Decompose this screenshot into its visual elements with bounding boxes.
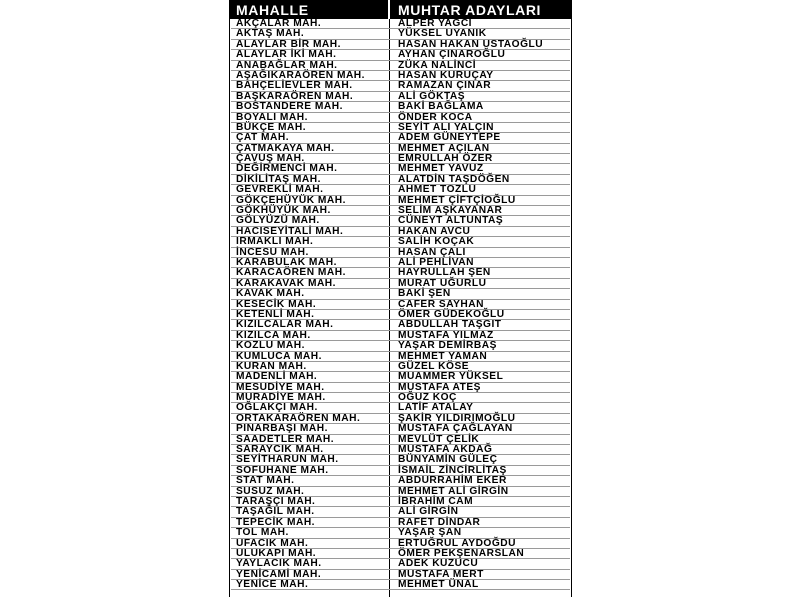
table-row <box>229 341 572 351</box>
mahalle-cell: YENİCAMİ MAH. <box>236 568 322 580</box>
aday-cell: ERTUĞRUL AYDOĞDU <box>398 537 516 549</box>
mahalle-cell: DİKİLİTAŞ MAH. <box>236 173 321 185</box>
candidate-table <box>229 0 572 597</box>
aday-cell: MEHMET YAVUZ <box>398 163 484 175</box>
aday-cell: HAYRULLAH ŞEN <box>398 267 491 279</box>
aday-cell: AHMET TOZLU <box>398 184 477 196</box>
aday-cell: RAMAZAN ÇINAR <box>398 80 492 92</box>
mahalle-cell: IRMAKLI MAH. <box>236 236 314 248</box>
aday-cell: SALİH KOÇAK <box>398 236 475 248</box>
table-body <box>229 19 572 590</box>
mahalle-cell: OĞLAKÇI MAH. <box>236 402 318 414</box>
mahalle-cell: SAADETLER MAH. <box>236 433 335 445</box>
mahalle-cell: KETENLİ MAH. <box>236 308 315 320</box>
mahalle-cell: KAVAK MAH. <box>236 288 305 300</box>
mahalle-cell: GÖKÇEHÜYÜK MAH. <box>236 194 346 206</box>
mahalle-cell: KARABULAK MAH. <box>236 256 337 268</box>
mahalle-cell: SEYİTHARUN MAH. <box>236 454 339 466</box>
mahalle-cell: HACISEYİTALİ MAH. <box>236 225 344 237</box>
aday-cell: HAKAN AVCU <box>398 225 471 237</box>
mahalle-cell: BÜKÇE MAH. <box>236 121 307 133</box>
aday-cell: BAKİ BAĞLAMA <box>398 101 484 113</box>
mahalle-cell: YENİCE MAH. <box>236 579 309 591</box>
aday-cell: ÖMER GÜDEKOĞLU <box>398 308 505 320</box>
header-mahalle: MAHALLE <box>236 2 309 18</box>
mahalle-cell: ANABAĞLAR MAH. <box>236 59 338 71</box>
aday-cell: ALİ GÖKTAŞ <box>398 90 466 102</box>
aday-cell: MEHMET YAMAN <box>398 350 488 362</box>
mahalle-cell: KIZILCALAR MAH. <box>236 319 334 331</box>
aday-cell: RAFET DİNDAR <box>398 516 481 528</box>
aday-cell: EMRULLAH ÖZER <box>398 153 493 165</box>
aday-cell: ALİ PEHLİVAN <box>398 256 474 268</box>
mahalle-cell: KURAN MAH. <box>236 360 307 372</box>
aday-cell: MEHMET ÜNAL <box>398 579 479 591</box>
mahalle-cell: TEPECİK MAH. <box>236 516 316 528</box>
mahalle-cell: AŞAĞIKARAÖREN MAH. <box>236 69 365 81</box>
aday-cell: MUSTAFA YILMAZ <box>398 329 494 341</box>
mahalle-cell: KESECİK MAH. <box>236 298 317 310</box>
mahalle-cell: SOFUHANE MAH. <box>236 464 329 476</box>
mahalle-cell: MESUDİYE MAH. <box>236 381 325 393</box>
table-row <box>229 289 572 299</box>
aday-cell: GÜZEL KÖSE <box>398 360 470 372</box>
aday-cell: ÖNDER KOCA <box>398 111 473 123</box>
table-row <box>229 50 572 60</box>
mahalle-cell: KUMLUCA MAH. <box>236 350 322 362</box>
mahalle-cell: AKÇALAR MAH. <box>236 18 322 29</box>
mahalle-cell: GÖLYÜZÜ MAH. <box>236 215 320 227</box>
table-header-row <box>229 0 572 19</box>
aday-cell: MUSTAFA MERT <box>398 568 484 580</box>
aday-cell: ALPER YAĞCI <box>398 18 473 29</box>
mahalle-cell: STAT MAH. <box>236 475 295 487</box>
mahalle-cell: SARAYCIK MAH. <box>236 444 324 456</box>
aday-cell: ÖMER PEKŞENARSLAN <box>398 547 525 559</box>
aday-cell: LATİF ATALAY <box>398 402 474 414</box>
mahalle-cell: İNCESU MAH. <box>236 246 309 258</box>
mahalle-cell: BAHÇELİEVLER MAH. <box>236 80 353 92</box>
aday-cell: ABDURRAHİM EKER <box>398 475 507 487</box>
aday-cell: İBRAHİM CAM <box>398 495 474 507</box>
mahalle-cell: MADENLİ MAH. <box>236 371 318 383</box>
mahalle-cell: KIZILCA MAH. <box>236 329 311 341</box>
table-row <box>229 528 572 538</box>
aday-cell: İSMAİL ZİNCİRLİTAŞ <box>398 464 507 476</box>
header-divider <box>388 0 390 19</box>
mahalle-cell: ULUKAPI MAH. <box>236 547 317 559</box>
aday-cell: MUSTAFA ÇAĞLAYAN <box>398 423 513 435</box>
mahalle-cell: GEVREKLİ MAH. <box>236 184 324 196</box>
mahalle-cell: TAŞAĞIL MAH. <box>236 506 315 518</box>
mahalle-cell: BAŞKARAÖREN MAH. <box>236 90 354 102</box>
mahalle-cell: TARAŞÇI MAH. <box>236 495 316 507</box>
aday-cell: MEHMET ÇİFTÇİOĞLU <box>398 194 516 206</box>
aday-cell: HASAN HAKAN USTAOĞLU <box>398 38 544 50</box>
mahalle-cell: GÖKHÜYÜK MAH. <box>236 205 331 217</box>
aday-cell: MUAMMER YÜKSEL <box>398 371 504 383</box>
aday-cell: OĞUZ KOÇ <box>398 392 457 404</box>
table-row <box>229 580 572 590</box>
mahalle-cell: ALAYLAR BİR MAH. <box>236 38 341 50</box>
aday-cell: SEYİT ALI YALÇIN <box>398 121 494 133</box>
aday-cell: BAKİ ŞEN <box>398 288 451 300</box>
mahalle-cell: ORTAKARAÖREN MAH. <box>236 412 361 424</box>
mahalle-cell: AKTAŞ MAH. <box>236 28 305 40</box>
mahalle-cell: TOL MAH. <box>236 527 289 539</box>
aday-cell: ABDULLAH TAŞGIT <box>398 319 502 331</box>
aday-cell: MUSTAFA ATEŞ <box>398 381 481 393</box>
aday-cell: HASAN ÇALI <box>398 246 466 258</box>
aday-cell: HASAN KURUÇAY <box>398 69 494 81</box>
aday-cell: YÜKSEL UYANIK <box>398 28 487 40</box>
aday-cell: ADEK KUZUCU <box>398 558 479 570</box>
mahalle-cell: PINARBAŞI MAH. <box>236 423 328 435</box>
header-muhtar-adaylari: MUHTAR ADAYLARI <box>398 2 542 18</box>
mahalle-cell: ÇAT MAH. <box>236 132 290 144</box>
aday-cell: CAFER SAYHAN <box>398 298 485 310</box>
table-row <box>229 102 572 112</box>
mahalle-cell: UFACIK MAH. <box>236 537 309 549</box>
mahalle-cell: BOYALI MAH. <box>236 111 308 123</box>
aday-cell: ŞAKİR YILDIRIMOĞLU <box>398 412 516 424</box>
aday-cell: SELİM AŞKAYANAR <box>398 205 503 217</box>
aday-cell: BÜNYAMİN GÜLEÇ <box>398 454 498 466</box>
aday-cell: MEHMET AÇILAN <box>398 142 490 154</box>
mahalle-cell: ÇAVUŞ MAH. <box>236 153 305 165</box>
aday-cell: ALATDİN TAŞDÖĞEN <box>398 173 510 185</box>
aday-cell: AYHAN ÇINAROĞLU <box>398 49 506 61</box>
mahalle-cell: DEĞİRMENCİ MAH. <box>236 163 338 175</box>
aday-cell: CÜNEYT ALTUNTAŞ <box>398 215 504 227</box>
mahalle-cell: BOSTANDERE MAH. <box>236 101 343 113</box>
mahalle-cell: YAYLACIK MAH. <box>236 558 322 570</box>
aday-cell: YAŞAR ŞAN <box>398 527 462 539</box>
aday-cell: ADEM GÜNEYTEPE <box>398 132 501 144</box>
mahalle-cell: ALAYLAR İKİ MAH. <box>236 49 337 61</box>
mahalle-cell: KOZLU MAH. <box>236 340 305 352</box>
mahalle-cell: ÇATMAKAYA MAH. <box>236 142 335 154</box>
aday-cell: MEHMET ALİ GİRGİN <box>398 485 509 497</box>
mahalle-cell: KARAKAVAK MAH. <box>236 277 336 289</box>
aday-cell: ALİ GİRGİN <box>398 506 459 518</box>
aday-cell: MUSTAFA AKDAĞ <box>398 444 493 456</box>
aday-cell: MURAT UĞURLU <box>398 277 487 289</box>
aday-cell: YAŞAR DEMİRBAŞ <box>398 340 497 352</box>
aday-cell: MEVLÜT ÇELİK <box>398 433 480 445</box>
mahalle-cell: SUSUZ MAH. <box>236 485 305 497</box>
mahalle-cell: KARACAÖREN MAH. <box>236 267 346 279</box>
mahalle-cell: MURADİYE MAH. <box>236 392 326 404</box>
aday-cell: ZÜKA NALİNCİ <box>398 59 477 71</box>
